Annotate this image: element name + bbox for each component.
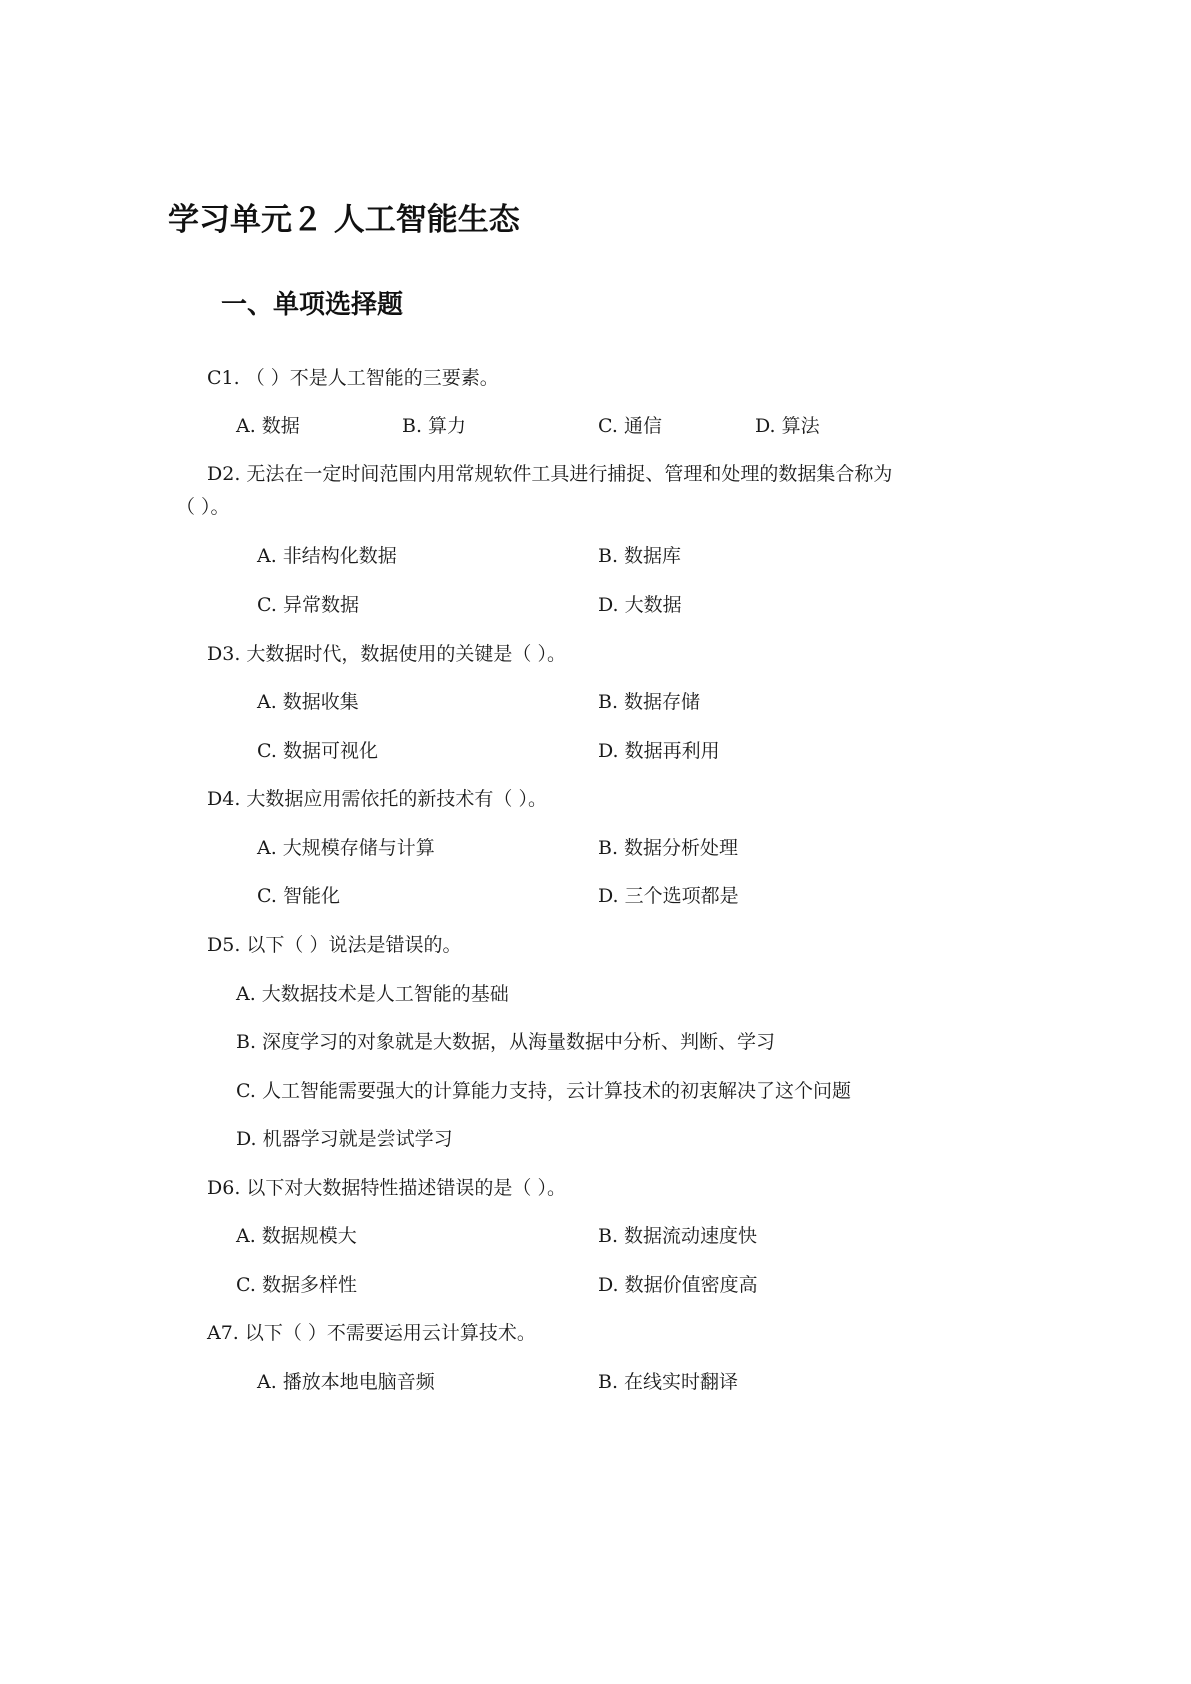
q1-option-d: D. 算法 xyxy=(755,415,820,437)
q2-option-b: B. 数据库 xyxy=(598,545,682,567)
question-4: D4. 大数据应用需依托的新技术有（ ）。 xyxy=(207,788,547,810)
q6-option-d: D. 数据价值密度高 xyxy=(598,1274,758,1296)
q4-option-c: C. 智能化 xyxy=(257,885,340,907)
question-7: A7. 以下（ ）不需要运用云计算技术。 xyxy=(207,1322,536,1344)
q3-option-c: C. 数据可视化 xyxy=(257,740,378,762)
q2-option-d: D. 大数据 xyxy=(598,594,682,616)
q6-option-b: B. 数据流动速度快 xyxy=(598,1225,758,1247)
question-5: D5. 以下（ ）说法是错误的。 xyxy=(207,934,462,956)
q4-option-a: A. 大规模存储与计算 xyxy=(257,837,435,859)
q5-option-a: A. 大数据技术是人工智能的基础 xyxy=(236,983,509,1005)
q4-option-d: D. 三个选项都是 xyxy=(598,885,739,907)
q6-option-c: C. 数据多样性 xyxy=(236,1274,357,1296)
q5-option-c: C. 人工智能需要强大的计算能力支持，云计算技术的初衷解决了这个问题 xyxy=(236,1080,851,1102)
q3-option-b: B. 数据存储 xyxy=(598,691,701,713)
page-title: 学习单元２ 人工智能生态 xyxy=(168,202,520,238)
q5-option-d: D. 机器学习就是尝试学习 xyxy=(236,1128,453,1150)
question-3: D3. 大数据时代，数据使用的关键是（ ）。 xyxy=(207,643,566,665)
question-1: C1. （ ）不是人工智能的三要素。 xyxy=(207,367,499,389)
q3-option-d: D. 数据再利用 xyxy=(598,740,720,762)
question-2: D2. 无法在一定时间范围内用常规软件工具进行捕捉、管理和处理的数据集合称为 xyxy=(207,463,893,485)
q1-option-a: A. 数据 xyxy=(236,415,300,437)
q2-option-a: A. 非结构化数据 xyxy=(257,545,397,567)
q5-option-b: B. 深度学习的对象就是大数据，从海量数据中分析、判断、学习 xyxy=(236,1031,776,1053)
section-heading: 一、单项选择题 xyxy=(221,290,404,320)
question-2-continued: （ ）。 xyxy=(176,496,230,518)
q6-option-a: A. 数据规模大 xyxy=(236,1225,357,1247)
q7-option-b: B. 在线实时翻译 xyxy=(598,1371,739,1393)
q7-option-a: A. 播放本地电脑音频 xyxy=(257,1371,435,1393)
q3-option-a: A. 数据收集 xyxy=(257,691,359,713)
q2-option-c: C. 异常数据 xyxy=(257,594,359,616)
q4-option-b: B. 数据分析处理 xyxy=(598,837,739,859)
q1-option-c: C. 通信 xyxy=(598,415,662,437)
q1-option-b: B. 算力 xyxy=(402,415,467,437)
question-6: D6. 以下对大数据特性描述错误的是（ ）。 xyxy=(207,1177,566,1199)
